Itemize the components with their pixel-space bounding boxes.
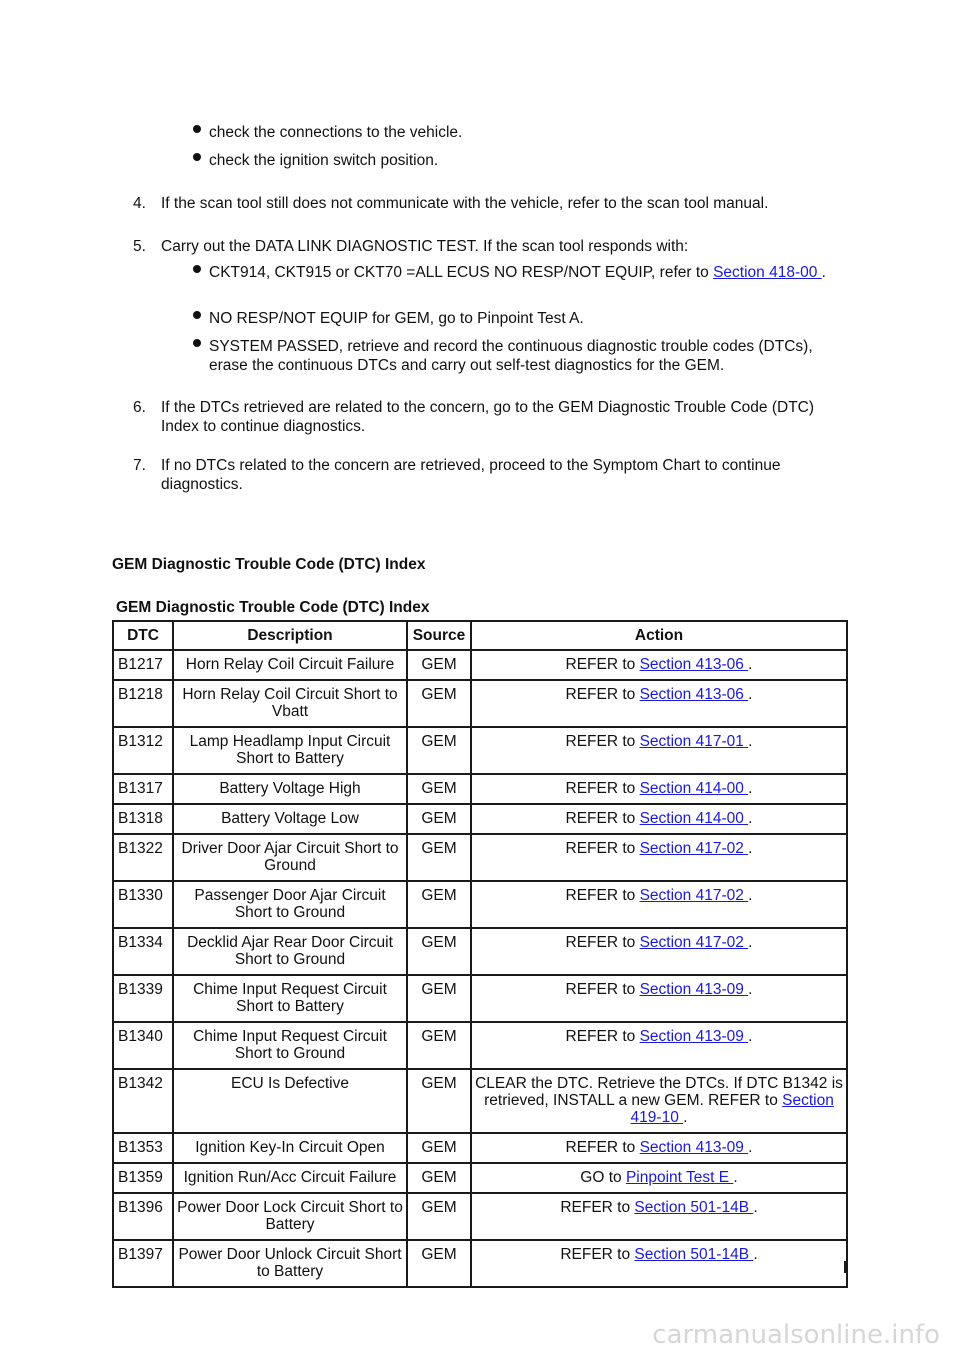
- action-link[interactable]: Section 413-09: [639, 981, 749, 998]
- cell-action: [471, 1069, 847, 1133]
- cell-source: GEM: [407, 881, 471, 928]
- cell-action: [471, 650, 847, 680]
- action-text: GO to: [580, 1169, 626, 1186]
- action-text: REFER to: [565, 656, 640, 673]
- cell-dtc: B1330: [113, 881, 173, 928]
- cell-source: GEM: [407, 680, 471, 727]
- action-suffix: .: [753, 1199, 758, 1216]
- table-row: [113, 1069, 847, 1133]
- cell-description: Driver Door Ajar Circuit Short to Ground: [173, 834, 407, 881]
- header-description: Description: [173, 621, 407, 650]
- cell-source: GEM: [407, 834, 471, 881]
- action-text: REFER to: [565, 780, 640, 797]
- cell-description: Horn Relay Coil Circuit Short to Vbatt: [173, 680, 407, 727]
- action-text: REFER to: [565, 981, 640, 998]
- action-text: REFER to: [565, 686, 640, 703]
- cell-description: Ignition Run/Acc Circuit Failure: [173, 1163, 407, 1193]
- cell-action: [471, 928, 847, 975]
- action-link[interactable]: Section 413-06: [639, 686, 749, 703]
- step-7: 7. If no DTCs related to the concern are retrieved, proceed to the Symptom Chart to continue diagnostics.: [133, 457, 781, 493]
- bullet-no-resp: NO RESP/NOT EQUIP for GEM, go to Pinpoint Test A.: [193, 309, 845, 328]
- action-link[interactable]: Section 419-10: [630, 1092, 834, 1126]
- cell-source: GEM: [407, 1240, 471, 1287]
- action-suffix: .: [748, 780, 753, 797]
- action-suffix: .: [748, 656, 753, 673]
- cell-description: Passenger Door Ajar Circuit Short to Ground: [173, 881, 407, 928]
- table-continuation: [112, 1261, 846, 1273]
- action-link[interactable]: Section 417-01: [639, 733, 749, 750]
- action-text: REFER to: [565, 934, 640, 951]
- action-link[interactable]: Section 417-02: [639, 934, 749, 951]
- action-suffix: .: [733, 1169, 738, 1186]
- step-6: 6. If the DTCs retrieved are related to the concern, go to the GEM Diagnostic Trouble Code (DTC) Index to continue diagnostics.: [133, 399, 815, 435]
- table-row: [113, 774, 847, 804]
- action-suffix: .: [748, 1139, 753, 1156]
- action-text: REFER to: [565, 733, 640, 750]
- cell-source: GEM: [407, 1193, 471, 1240]
- action-link[interactable]: Section 414-00: [639, 780, 749, 797]
- cell-action: [471, 834, 847, 881]
- cell-dtc: B1312: [113, 727, 173, 774]
- cell-dtc: B1322: [113, 834, 173, 881]
- cell-dtc: B1397: [113, 1240, 173, 1287]
- bullet-check-ignition: check the ignition switch position.: [193, 151, 845, 170]
- cell-source: GEM: [407, 727, 471, 774]
- cell-source: GEM: [407, 1022, 471, 1069]
- action-link[interactable]: Section 417-02: [639, 887, 749, 904]
- cell-description: Battery Voltage High: [173, 774, 407, 804]
- bullet-icon: [193, 123, 209, 139]
- cell-description: Lamp Headlamp Input Circuit Short to Battery: [173, 727, 407, 774]
- cell-action: [471, 774, 847, 804]
- action-link[interactable]: Section 413-06: [639, 656, 749, 673]
- table-header-row: [113, 621, 847, 650]
- cell-source: GEM: [407, 774, 471, 804]
- cell-description: Chime Input Request Circuit Short to Ground: [173, 1022, 407, 1069]
- cell-source: GEM: [407, 975, 471, 1022]
- cell-description: Horn Relay Coil Circuit Failure: [173, 650, 407, 680]
- action-suffix: .: [748, 934, 753, 951]
- table-row: [113, 1163, 847, 1193]
- table-caption: GEM Diagnostic Trouble Code (DTC) Index: [116, 599, 430, 616]
- action-link[interactable]: Section 417-02: [639, 840, 749, 857]
- cell-dtc: B1353: [113, 1133, 173, 1163]
- header-action: Action: [471, 621, 847, 650]
- cell-action: [471, 881, 847, 928]
- header-source: Source: [407, 621, 471, 650]
- bullet-check-connections: check the connections to the vehicle.: [193, 123, 845, 142]
- bullet-icon: [193, 263, 209, 279]
- table-body: [113, 650, 847, 1287]
- cell-description: Power Door Lock Circuit Short to Battery: [173, 1193, 407, 1240]
- table-row: [113, 804, 847, 834]
- cell-dtc: B1359: [113, 1163, 173, 1193]
- table-row: [113, 727, 847, 774]
- cell-action: [471, 727, 847, 774]
- action-suffix: .: [748, 686, 753, 703]
- cell-dtc: B1317: [113, 774, 173, 804]
- action-text: CLEAR the DTC. Retrieve the DTCs. If DTC B1342 is retrieved, INSTALL a new GEM. REFER to: [475, 1075, 843, 1109]
- cell-action: [471, 1163, 847, 1193]
- cell-source: GEM: [407, 928, 471, 975]
- cell-description: Battery Voltage Low: [173, 804, 407, 834]
- watermark: carmanualsonline.info: [652, 1320, 940, 1351]
- action-suffix: .: [753, 1246, 758, 1263]
- action-link[interactable]: Section 501-14B: [634, 1199, 754, 1216]
- cell-dtc: B1217: [113, 650, 173, 680]
- cell-source: GEM: [407, 1133, 471, 1163]
- cell-dtc: B1334: [113, 928, 173, 975]
- cell-action: [471, 975, 847, 1022]
- bullet-system-passed: SYSTEM PASSED, retrieve and record the continuous diagnostic trouble codes (DTCs), erase the continuous DTCs and carry out self-test diagnostics for the GEM.: [193, 337, 845, 375]
- action-link[interactable]: Section 501-14B: [634, 1246, 754, 1263]
- action-text: REFER to: [560, 1199, 635, 1216]
- cell-description: Decklid Ajar Rear Door Circuit Short to Ground: [173, 928, 407, 975]
- bullet-icon: [193, 151, 209, 167]
- section-heading: GEM Diagnostic Trouble Code (DTC) Index: [112, 556, 426, 573]
- bullet-ckt914: CKT914, CKT915 or CKT70 =ALL ECUS NO RESP/NOT EQUIP, refer to Section 418-00 .: [193, 263, 845, 282]
- bullet-icon: [193, 337, 209, 353]
- cell-action: [471, 1133, 847, 1163]
- action-suffix: .: [748, 840, 753, 857]
- action-link[interactable]: Section 413-09: [639, 1139, 749, 1156]
- cell-dtc: B1342: [113, 1069, 173, 1133]
- action-suffix: .: [748, 981, 753, 998]
- action-text: REFER to: [560, 1246, 635, 1263]
- cell-action: [471, 1022, 847, 1069]
- table-row: [113, 834, 847, 881]
- action-text: REFER to: [565, 1028, 640, 1045]
- cell-dtc: B1340: [113, 1022, 173, 1069]
- action-suffix: .: [748, 1028, 753, 1045]
- cell-description: Chime Input Request Circuit Short to Battery: [173, 975, 407, 1022]
- table-row: [113, 928, 847, 975]
- action-text: REFER to: [565, 840, 640, 857]
- cell-dtc: B1339: [113, 975, 173, 1022]
- action-text: REFER to: [565, 887, 640, 904]
- cell-source: GEM: [407, 1069, 471, 1133]
- header-dtc: DTC: [113, 621, 173, 650]
- step-5: 5. Carry out the DATA LINK DIAGNOSTIC TEST. If the scan tool responds with:: [133, 238, 689, 255]
- bullet-icon: [193, 309, 209, 325]
- action-text: REFER to: [565, 810, 640, 827]
- cell-action: [471, 680, 847, 727]
- step-4: 4. If the scan tool still does not communicate with the vehicle, refer to the scan tool manual.: [133, 195, 769, 212]
- cell-source: GEM: [407, 650, 471, 680]
- action-text: REFER to: [565, 1139, 640, 1156]
- dtc-index-table: [112, 620, 848, 1288]
- table-row: [113, 650, 847, 680]
- cell-action: [471, 804, 847, 834]
- action-suffix: .: [683, 1109, 688, 1126]
- table-row: [113, 680, 847, 727]
- action-suffix: .: [748, 810, 753, 827]
- action-link[interactable]: Section 414-00: [639, 810, 749, 827]
- cell-dtc: B1318: [113, 804, 173, 834]
- cell-action: [471, 1193, 847, 1240]
- table-row: [113, 881, 847, 928]
- cell-description: ECU Is Defective: [173, 1069, 407, 1133]
- cell-source: GEM: [407, 804, 471, 834]
- action-link[interactable]: Section 413-09: [639, 1028, 749, 1045]
- action-link[interactable]: Pinpoint Test E: [625, 1169, 734, 1186]
- action-suffix: .: [748, 887, 753, 904]
- table-row: [113, 1022, 847, 1069]
- action-suffix: .: [748, 733, 753, 750]
- cell-description: Ignition Key-In Circuit Open: [173, 1133, 407, 1163]
- table-row: [113, 1133, 847, 1163]
- table-row: [113, 1193, 847, 1240]
- section-418-00-link[interactable]: Section 418-00: [713, 264, 822, 281]
- cell-dtc: B1218: [113, 680, 173, 727]
- cell-dtc: B1396: [113, 1193, 173, 1240]
- table-row: [113, 975, 847, 1022]
- cell-description: Power Door Unlock Circuit Short to Battery: [173, 1240, 407, 1287]
- cell-source: GEM: [407, 1163, 471, 1193]
